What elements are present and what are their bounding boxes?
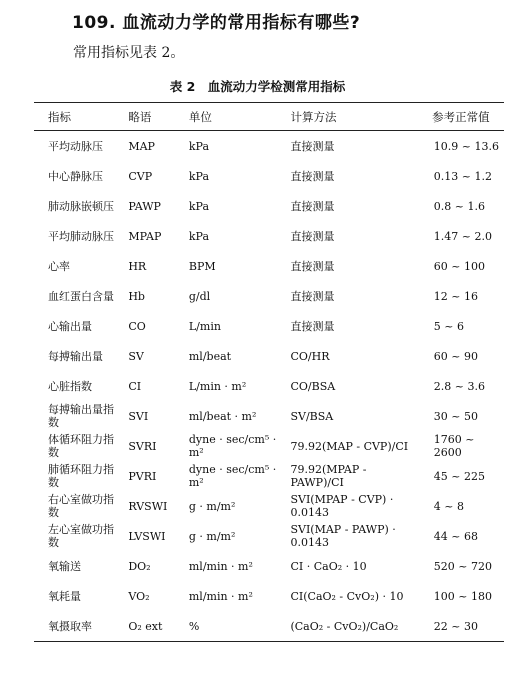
- cell-reference: 0.13 ~ 1.2: [433, 169, 492, 183]
- cell-unit: kPa: [188, 139, 210, 153]
- table-row: [34, 281, 504, 311]
- cell-abbreviation: PVRI: [128, 469, 157, 483]
- table-row: [34, 491, 504, 521]
- cell-unit: %: [187, 611, 289, 642]
- table-row: [34, 221, 504, 251]
- cell-unit: dyne · sec/cm⁵ · m²: [188, 463, 277, 489]
- cell-reference: 12 ~ 16: [433, 289, 478, 303]
- table-caption: 表 2 血流动力学检测常用指标: [169, 79, 346, 94]
- cell-abbreviation: SVI: [128, 409, 149, 423]
- table-row: [34, 371, 504, 401]
- cell-calculation: CO/HR: [290, 349, 330, 363]
- cell-abbreviation: MPAP: [128, 229, 162, 243]
- cell-abbreviation: DO₂: [128, 559, 151, 573]
- cell-reference: 60 ~ 90: [433, 349, 478, 363]
- cell-indicator: 平均肺动脉压: [48, 229, 114, 243]
- table-row: [34, 131, 504, 162]
- table-row: [34, 161, 504, 191]
- cell-reference: 44 ~ 68: [433, 529, 478, 543]
- cell-unit: g · m/m²: [188, 529, 236, 543]
- cell-indicator: 平均动脉压: [48, 139, 103, 153]
- table-row: [34, 521, 504, 551]
- cell-unit: g/dl: [188, 289, 211, 303]
- cell-reference: 10.9 ~ 13.6: [433, 139, 499, 153]
- cell-calculation: 直接测量: [290, 169, 335, 183]
- table-row: [34, 401, 504, 431]
- cell-abbreviation: CI: [128, 379, 142, 393]
- cell-unit: kPa: [188, 229, 210, 243]
- table-row: [34, 431, 504, 461]
- cell-abbreviation: CVP: [128, 169, 153, 183]
- table-row: [34, 251, 504, 281]
- cell-indicator: 心脏指数: [48, 379, 92, 393]
- cell-indicator: 心率: [48, 259, 70, 273]
- cell-unit: ml/beat · m²: [188, 409, 257, 423]
- cell-indicator: 肺动脉嵌顿压: [48, 199, 114, 213]
- cell-indicator: 心输出量: [48, 319, 92, 333]
- intro-text: 常用指标见表 2。: [73, 45, 185, 61]
- cell-reference: 520 ~ 720: [433, 559, 492, 573]
- cell-reference: 22 ~ 30: [418, 611, 504, 642]
- cell-calculation: CI · CaO₂ · 10: [290, 559, 367, 573]
- cell-reference: 1.47 ~ 2.0: [433, 229, 492, 243]
- header-calculation: 计算方法: [288, 103, 417, 131]
- table-row: [34, 191, 504, 221]
- cell-abbreviation: HR: [128, 259, 147, 273]
- table-row: [34, 461, 504, 491]
- cell-reference: 60 ~ 100: [433, 259, 485, 273]
- cell-calculation: (CaO₂ - CvO₂)/CaO₂: [288, 611, 417, 642]
- cell-abbreviation: MAP: [128, 139, 155, 153]
- header-indicator: 指标: [34, 103, 126, 131]
- table-header-row: [34, 103, 504, 131]
- cell-unit: kPa: [188, 199, 210, 213]
- cell-indicator: 氧输送: [48, 559, 81, 573]
- question-heading: 109. 血流动力学的常用指标有哪些?: [72, 13, 361, 33]
- cell-unit: L/min · m²: [188, 379, 247, 393]
- cell-indicator: 血红蛋白含量: [48, 289, 114, 303]
- cell-reference: 2.8 ~ 3.6: [433, 379, 485, 393]
- cell-abbreviation: Hb: [128, 289, 145, 303]
- cell-abbreviation: CO: [128, 319, 146, 333]
- cell-unit: kPa: [188, 169, 210, 183]
- cell-indicator: 肺循环阻力指数: [48, 463, 114, 489]
- cell-calculation: 直接测量: [290, 289, 335, 303]
- header-unit: 单位: [187, 103, 289, 131]
- cell-calculation: 直接测量: [290, 199, 335, 213]
- cell-calculation: CO/BSA: [290, 379, 336, 393]
- cell-unit: ml/beat: [188, 349, 232, 363]
- cell-reference: 4 ~ 8: [433, 499, 464, 513]
- cell-calculation: SVI(MAP - PAWP) · 0.0143: [290, 523, 396, 549]
- cell-abbreviation: SV: [128, 349, 144, 363]
- cell-indicator: 左心室做功指数: [48, 523, 114, 549]
- header-abbreviation: 略语: [126, 103, 187, 131]
- cell-calculation: SVI(MPAP - CVP) · 0.0143: [290, 493, 394, 519]
- cell-reference: 100 ~ 180: [433, 589, 492, 603]
- cell-calculation: 直接测量: [290, 139, 335, 153]
- cell-abbreviation: SVRI: [128, 439, 157, 453]
- header-reference: 参考正常值: [418, 103, 504, 131]
- cell-calculation: 直接测量: [290, 319, 335, 333]
- cell-abbreviation: LVSWI: [128, 529, 166, 543]
- cell-unit: dyne · sec/cm⁵ · m²: [188, 433, 277, 459]
- cell-unit: ml/min · m²: [188, 559, 253, 573]
- table-row: [34, 581, 504, 611]
- table-row: [34, 311, 504, 341]
- cell-unit: L/min: [188, 319, 221, 333]
- cell-calculation: 79.92(MAP - CVP)/CI: [290, 439, 409, 453]
- cell-indicator: 每搏输出量: [48, 349, 103, 363]
- cell-abbreviation: PAWP: [128, 199, 161, 213]
- cell-indicator: 中心静脉压: [48, 169, 103, 183]
- cell-calculation: SV/BSA: [290, 409, 334, 423]
- cell-abbreviation: VO₂: [128, 589, 150, 603]
- cell-reference: 1760 ~ 2600: [433, 433, 475, 459]
- cell-reference: 30 ~ 50: [433, 409, 478, 423]
- cell-unit: ml/min · m²: [188, 589, 253, 603]
- table-row: [34, 611, 504, 642]
- table-row: [34, 551, 504, 581]
- cell-reference: 45 ~ 225: [433, 469, 485, 483]
- cell-abbreviation: O₂ ext: [126, 611, 187, 642]
- cell-calculation: CI(CaO₂ - CvO₂) · 10: [290, 589, 404, 603]
- cell-indicator: 氧耗量: [48, 589, 81, 603]
- cell-indicator: 体循环阻力指数: [48, 433, 114, 459]
- cell-unit: g · m/m²: [188, 499, 236, 513]
- cell-calculation: 直接测量: [290, 259, 335, 273]
- cell-calculation: 79.92(MPAP - PAWP)/CI: [290, 463, 367, 489]
- cell-indicator: 氧摄取率: [34, 611, 126, 642]
- cell-indicator: 右心室做功指数: [48, 493, 114, 519]
- cell-abbreviation: RVSWI: [128, 499, 168, 513]
- cell-reference: 0.8 ~ 1.6: [433, 199, 485, 213]
- cell-calculation: 直接测量: [290, 229, 335, 243]
- cell-unit: BPM: [188, 259, 216, 273]
- hemodynamic-indicators-table: [34, 102, 504, 642]
- table-row: [34, 341, 504, 371]
- cell-indicator: 每搏输出量指数: [48, 403, 114, 429]
- cell-reference: 5 ~ 6: [433, 319, 464, 333]
